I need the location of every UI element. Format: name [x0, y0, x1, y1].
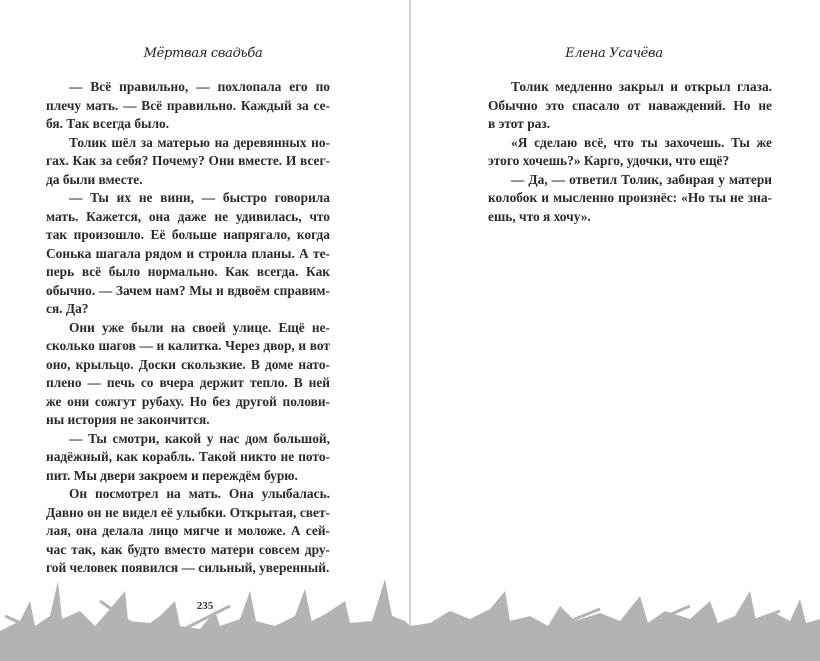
text-line: Давно он не видел её улыбки. Открытая, свет- — [46, 504, 330, 520]
text-line: плечу мать. — Всё правильно. Каждый за се- — [46, 97, 330, 113]
grass-silhouette-illustration — [0, 571, 820, 661]
text-line: час так, как будто вместо матери совсем дру- — [46, 541, 330, 557]
running-head: Мёртвая свадьба — [143, 46, 263, 61]
text-line: в этот раз. — [488, 116, 551, 131]
text-line: так произошло. Её больше напрягало, когда — [46, 227, 330, 242]
paragraph — [46, 78, 330, 134]
text-line: надёжный, как корабль. Такой никто не пото- — [46, 449, 330, 464]
paragraph — [46, 134, 330, 190]
text-line: ешь, что я хочу». — [488, 208, 591, 224]
running-head: Елена Усачёва — [565, 46, 663, 61]
text-line: Он посмотрел на мать. Она улыбалась. — [69, 486, 330, 501]
paragraph — [46, 485, 330, 578]
text-line: лая, она делала лицо мягче и моложе. А сей- — [46, 523, 330, 538]
paragraph — [46, 189, 330, 319]
text-line: «Я сделаю всё, что ты захочешь. Ты же — [511, 134, 772, 150]
text-line: оно, крыльцо. Доски скользкие. В доме нато- — [46, 356, 330, 372]
paragraph — [46, 430, 330, 486]
text-line: ся. Да? — [46, 301, 89, 316]
paragraph — [488, 78, 772, 134]
text-line: Сонька шагала рядом и строила планы. А те- — [46, 245, 330, 261]
text-line: Они уже были на своей улице. Ещё не- — [69, 319, 330, 335]
paragraph — [46, 319, 330, 430]
text-line: — Всё правильно, — похлопала его по — [69, 79, 330, 94]
paragraph — [488, 171, 772, 227]
text-line: бя. Так всегда было. — [46, 116, 170, 131]
page-text — [488, 78, 772, 226]
page-text — [46, 78, 330, 578]
text-line: пит. Мы двери закроем и переждём бурю. — [46, 467, 298, 483]
text-line: — Ты их не вини, — быстро говорила — [69, 190, 330, 205]
text-line: этого хочешь?» Карго, удочки, что ещё? — [488, 153, 730, 168]
text-line: перь всё было нормально. Как всегда. Как — [46, 264, 330, 279]
text-line: ны история не закончится. — [46, 412, 210, 427]
text-line: да были вместе. — [46, 171, 143, 187]
text-line: Толик шёл за матерью на деревянных но- — [69, 134, 330, 150]
text-line: — Да, — ответил Толик, забирая у матери — [511, 171, 772, 187]
text-line: обычно. — Зачем нам? Мы и вдвоём справим- — [46, 282, 330, 298]
right-page — [411, 0, 820, 661]
text-line: Обычно это спасало от наваждений. Но не — [488, 97, 772, 113]
text-line: — Ты смотри, какой у нас дом большой, — [69, 430, 330, 446]
text-line: Толик медленно закрыл и открыл глаза. — [511, 79, 772, 94]
paragraph — [488, 134, 772, 171]
text-line: плено — печь со вчера держит тепло. В ней — [46, 375, 330, 390]
page-number: 235 — [196, 600, 214, 612]
text-line: гах. Как за себя? Почему? Они вместе. И всег- — [46, 153, 330, 168]
text-line: сколько шагов — и калитка. Через двор, и вот — [46, 338, 330, 353]
text-line: мать. Кажется, она даже не удивилась, что — [46, 208, 330, 224]
text-line: гой человек появился — сильный, уверенный. — [46, 560, 330, 575]
text-line: же они сожгут рубаху. Но без другой полови- — [46, 393, 330, 409]
text-line: колобок и мысленно произнёс: «Но ты не зна- — [488, 190, 772, 205]
